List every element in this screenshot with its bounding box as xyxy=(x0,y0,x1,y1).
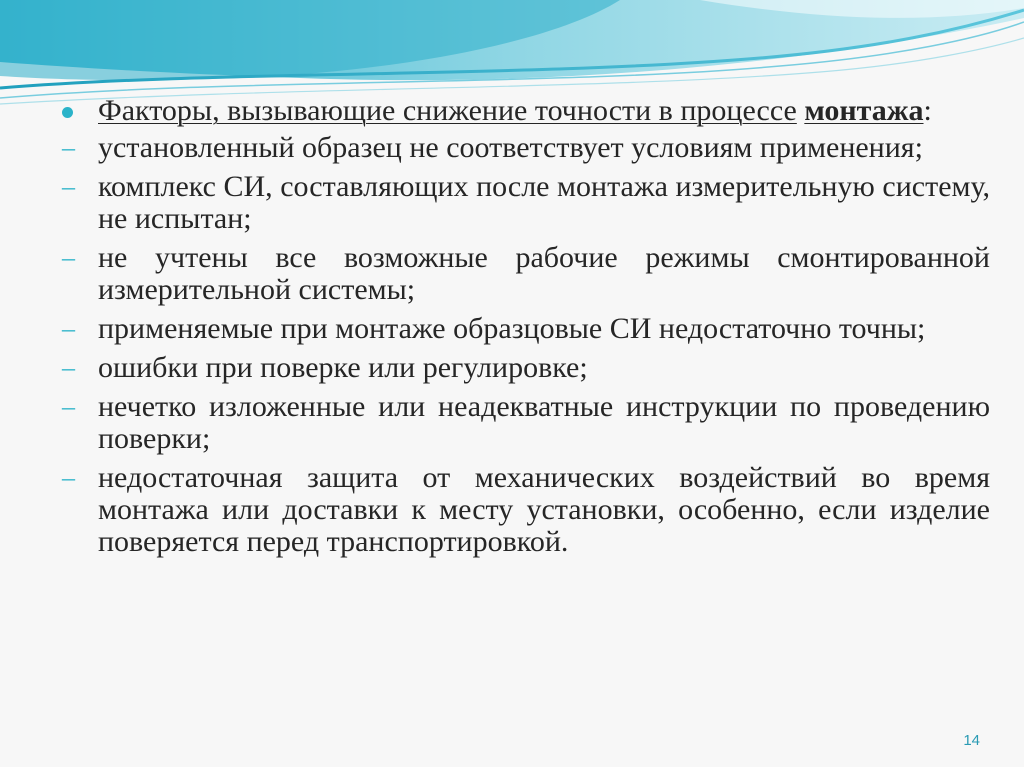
list-item-text: недостаточная защита от механических воздействий во время монтажа или доставки к месту установки, особенно, если изделие поверяется перед транспортировкой. xyxy=(98,461,990,558)
heading-lead: Факторы, вызывающие снижение точности в процессе xyxy=(98,94,797,127)
list-item xyxy=(62,242,990,306)
list-item xyxy=(62,391,990,455)
dash-icon: – xyxy=(62,172,75,201)
list-item-text: комплекс СИ, составляющих после монтажа измерительную систему, не испытан; xyxy=(98,170,990,235)
heading-bold: монтажа xyxy=(804,94,924,127)
content-body xyxy=(62,95,990,565)
page-number: 14 xyxy=(963,732,980,749)
dash-icon: – xyxy=(62,392,75,421)
dash-icon: – xyxy=(62,133,75,162)
list-item-text: применяемые при монтаже образцовые СИ недостаточно точны; xyxy=(98,312,926,345)
dash-icon: – xyxy=(62,314,75,343)
list-item-text: установленный образец не соответствует условиям применения; xyxy=(98,131,923,164)
list-item-text: нечетко изложенные или неадекватные инструкции по проведению поверки; xyxy=(98,390,990,455)
list-item xyxy=(62,313,990,345)
dash-icon: – xyxy=(62,243,75,272)
list-item xyxy=(62,462,990,558)
list-item xyxy=(62,132,990,164)
list-item-text: ошибки при поверке или регулировке; xyxy=(98,351,588,384)
list-item-text: не учтены все возможные рабочие режимы смонтированной измерительной системы; xyxy=(98,241,990,306)
bullet-dot-icon xyxy=(62,107,73,118)
list-item xyxy=(62,352,990,384)
dash-icon: – xyxy=(62,353,75,382)
dash-icon: – xyxy=(62,463,75,492)
heading-text xyxy=(98,95,990,127)
heading-colon: : xyxy=(923,94,932,127)
list-item xyxy=(62,171,990,235)
heading-row xyxy=(62,95,990,127)
